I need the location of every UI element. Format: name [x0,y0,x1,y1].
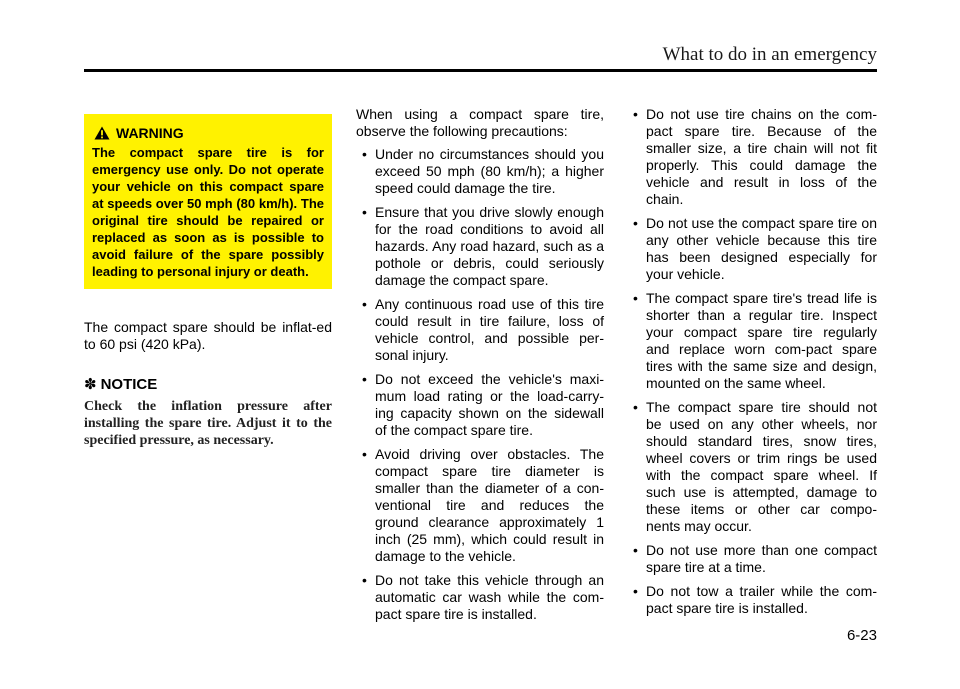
list-item [627,215,877,283]
list-item-text: The compact spare tire's tread life is shorter than a regular tire. Inspect your compact spare tire regularly and replace worn com-pact spare tires with the same size and design, mounted on the same wheel. [646,290,877,391]
column-left [84,106,332,449]
warning-heading [94,125,324,141]
column-middle [356,106,604,623]
notice-text: Check the inflation pressure after installing the spare tire. Adjust it to the specified pressure, as necessary. [84,399,332,448]
list-item [356,446,604,565]
notice-asterisk-icon: ✽ [84,376,97,393]
bullet-icon: • [362,204,367,220]
list-item-text: Any continuous road use of this tire could result in tire failure, loss of vehicle control, and possible per-sonal injury. [375,296,604,363]
precautions-intro: When using a compact spare tire, observe the following precautions: [356,106,604,139]
list-item [356,204,604,289]
bullet-icon: • [633,399,638,415]
bullet-icon: • [633,106,638,122]
header-rule [84,69,877,72]
list-item-text: Do not use more than one compact spare tire at a time. [646,542,877,575]
bullet-icon: • [362,446,367,462]
list-item [627,106,877,208]
list-item [627,399,877,535]
warning-title: WARNING [116,125,184,141]
bullet-icon: • [362,296,367,312]
column-right [627,106,877,617]
list-item-text: Ensure that you drive slowly enough for the road conditions to avoid all hazards. Any road hazard, such as a pothole or debris, could seriously damage the compact spare. [375,204,604,288]
list-item-text: Do not use the compact spare tire on any other vehicle because this tire has been designed especially for your vehicle. [646,215,877,282]
list-item-text: Do not exceed the vehicle's maxi-mum load rating or the load-carry-ing capacity shown on the sidewall of the compact spare tire. [375,371,604,438]
list-item [356,296,604,364]
bullet-icon: • [633,583,638,599]
list-item [627,290,877,392]
bullet-icon: • [633,290,638,306]
bullet-icon: • [362,572,367,588]
bullet-icon: • [362,371,367,387]
bullet-icon: • [633,542,638,558]
page-number: 6-23 [846,627,877,644]
precautions-list-continued [627,106,877,617]
list-item [356,371,604,439]
inflation-text: The compact spare should be inflat-ed to 60 psi (420 kPa). [84,319,332,352]
warning-box [84,114,332,289]
warning-triangle-icon [94,126,110,140]
bullet-icon: • [362,146,367,162]
list-item [356,572,604,623]
list-item-text: Under no circumstances should you exceed 50 mph (80 km/h); a higher speed could damage the tire. [375,146,604,196]
page-header-title: What to do in an emergency [662,44,877,65]
list-item-text: Do not use tire chains on the com-pact spare tire. Because of the smaller size, a tire chain will not fit properly. This could damage the vehicle and result in loss of the chain. [646,106,877,207]
precautions-list [356,146,604,623]
notice-heading [84,375,332,393]
list-item [356,146,604,197]
bullet-icon: • [633,215,638,231]
list-item [627,542,877,576]
list-item [627,583,877,617]
list-item-text: Do not take this vehicle through an automatic car wash while the com-pact spare tire is installed. [375,572,604,622]
warning-text: The compact spare tire is for emergency use only. Do not operate your vehicle on this compact spare at speeds over 50 mph (80 km/h). The original tire should be repaired or replaced as soon as is possible to avoid failure of the spare possibly leading to personal injury or death. [92,145,324,279]
list-item-text: The compact spare tire should not be used on any other wheels, nor should standard tires, snow tires, wheel covers or trim rings be used with the compact spare wheel. If such use is attempted, damage to these items or other car compo-nents may occur. [646,399,877,534]
notice-title: NOTICE [100,375,158,393]
list-item-text: Do not tow a trailer while the com-pact spare tire is installed. [646,583,877,616]
list-item-text: Avoid driving over obstacles. The compact spare tire diameter is smaller than the diameter of a con-ventional tire and reduces the ground clearance approximately 1 inch (25 mm), which could result in damage to the vehicle. [375,446,604,564]
